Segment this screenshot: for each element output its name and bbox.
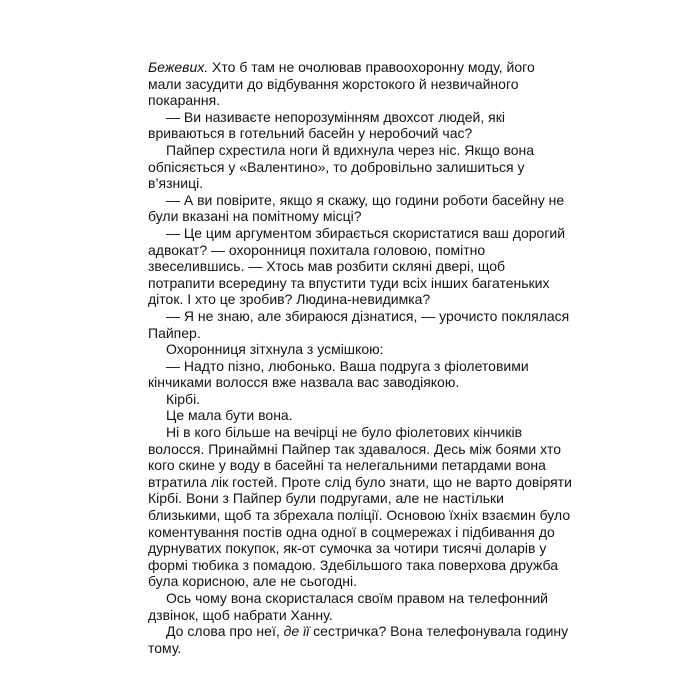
text-run: — Ви називаєте непорозумінням двохсот людей, які вриваються в готельний басейн у неробочий час? [148, 108, 505, 142]
text-run: Кірбі. [166, 390, 201, 407]
paragraph [148, 407, 572, 424]
text-run: — А ви повірите, якщо я скажу, що години роботи басейну не були вказані на помітному місці? [148, 191, 565, 225]
paragraph [148, 391, 572, 408]
paragraph [148, 192, 572, 225]
paragraph [148, 59, 572, 109]
text-run: Ось чому вона скористалася своїм правом на телефонний дзвінок, щоб набрати Ханну. [148, 590, 548, 623]
italic-text-run: де її [283, 623, 310, 640]
text-run: сестричка? Вона телефонувала годину тому. [148, 623, 569, 656]
text-run: Це мала бути вона. [166, 407, 293, 424]
paragraph [148, 590, 572, 623]
text-run: — Це цим аргументом збирається скористатися ваш дорогий адвокат? — охоронниця похитала головою, помітно звеселившись. — Хтось мав розбити скляні двері, щоб потрапити всередину та впустити туди всіх інших багатеньких діток. І хто це зробив? Людина-невидимка? [148, 224, 566, 308]
paragraph [148, 623, 572, 656]
paragraph [148, 109, 572, 142]
paragraph [148, 341, 572, 358]
text-run: До слова про неї, [166, 623, 284, 640]
text-run: Охоронниця зітхнула з усмішкою: [166, 341, 384, 358]
text-run: — Надто пізно, любонько. Ваша подруга з фіолетовими кінчиками волосся вже назвала вас заводіякою. [148, 357, 529, 391]
italic-text-run: Бежевих. [148, 59, 209, 75]
text-run: Пайпер схрестила ноги й вдихнула через ніс. Якщо вона обпісяється у «Валентино», то добровільно залишиться у в’язниці. [148, 141, 535, 192]
page-text [148, 59, 572, 656]
text-run: Хто б там не очолював правоохоронну моду, його мали засудити до відбування жорстокого й незвичайного покарання. [148, 59, 535, 109]
paragraph [148, 142, 572, 192]
paragraph [148, 358, 572, 391]
paragraph [148, 225, 572, 308]
paragraph [148, 308, 572, 341]
text-run: Ні в кого більше на вечірці не було фіолетових кінчиків волосся. Принаймні Пайпер так здавалося. Десь між боями хто кого скине у воду в басейні та нелегальними петардами вона втратила лік гостей. Проте слід було знати, що не варто довіряти Кірбі. Вони з Пайпер були подругами, але не настільки близькими, щоб та збрехала поліції. Основою їхніх взаємин було коментування постів одна одної в соцмережах і підбивання до дурнуватих покупок, як-от сумочка за чотири тисячі доларів у формі тюбика з помадою. Здебільшого така поверхова дружба була корисною, але не сьогодні. [148, 424, 572, 590]
paragraph [148, 424, 572, 590]
text-run: — Я не знаю, але збираюся дізнатися, — урочисто поклялася Пайпер. [148, 307, 570, 341]
